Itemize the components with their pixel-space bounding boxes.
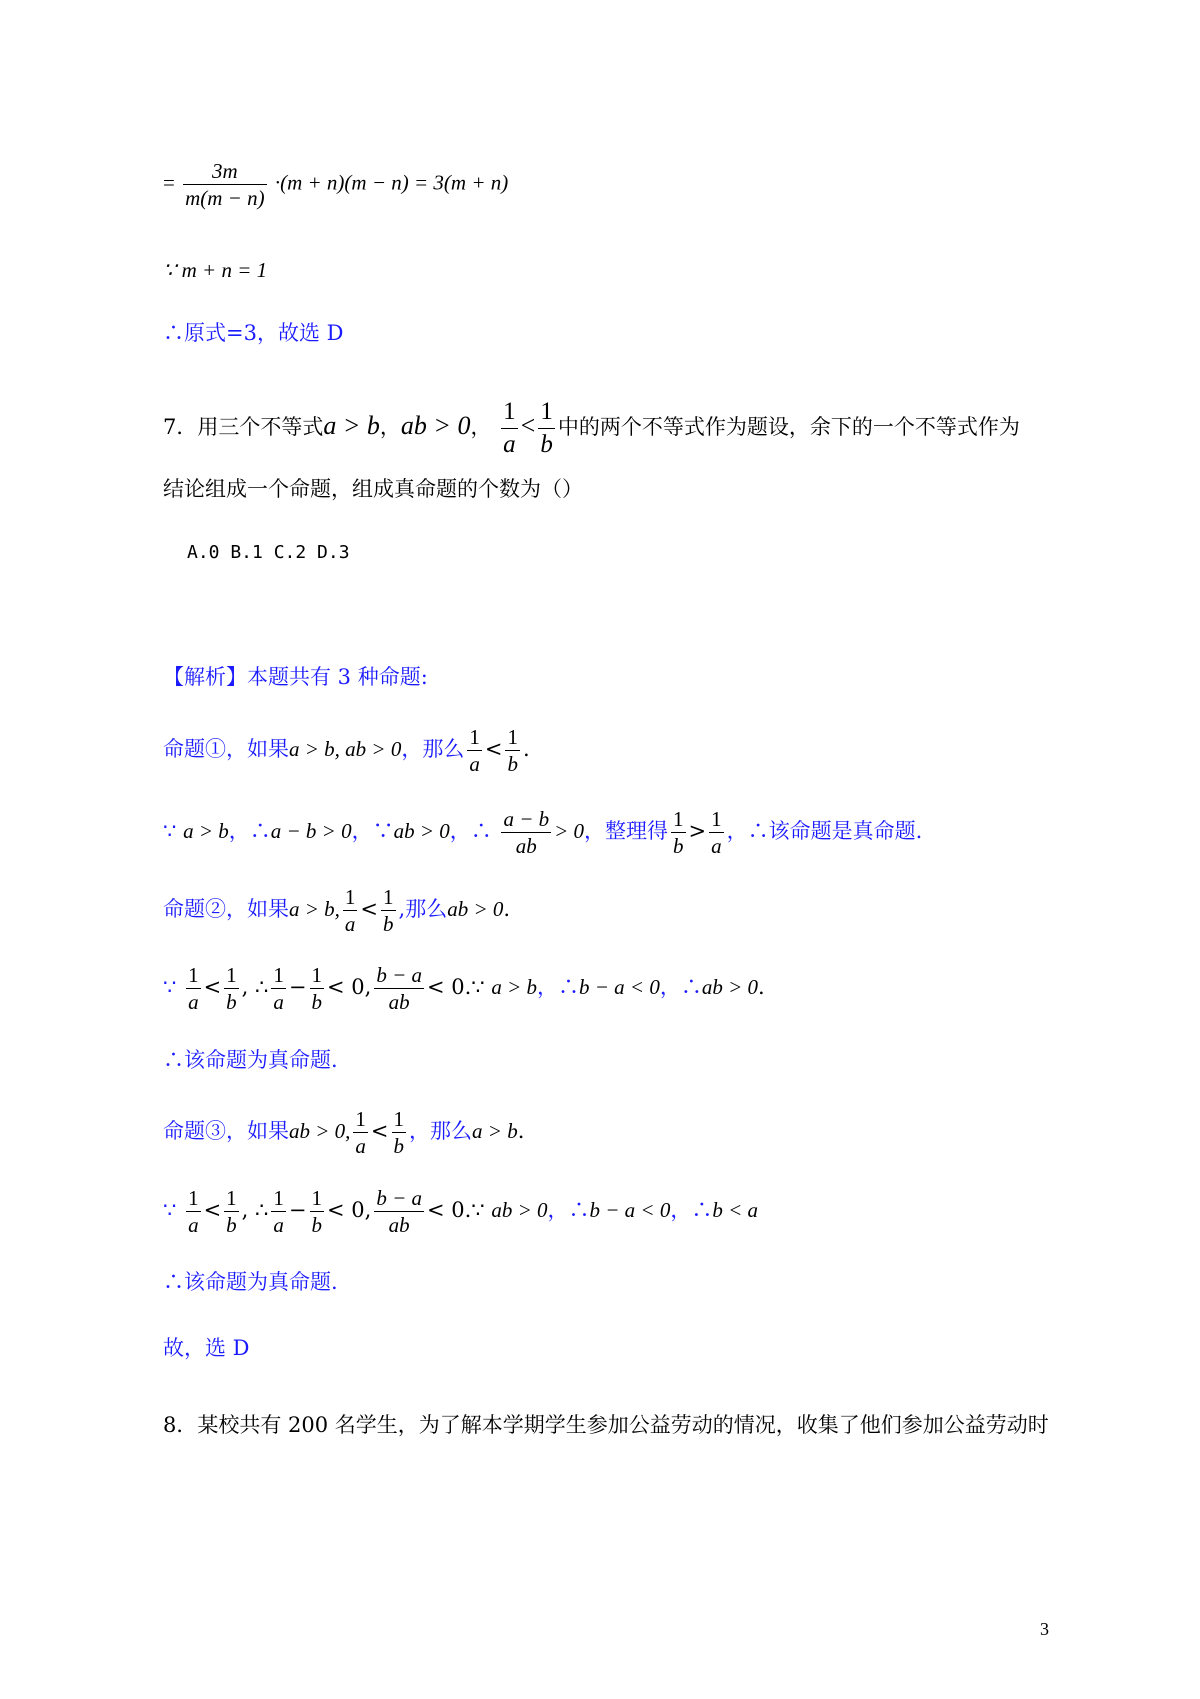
fraction: [186, 962, 201, 1015]
fraction-numerator: 1: [393, 1107, 405, 1131]
because-symbol: ∵: [163, 975, 177, 999]
therefore-symbol: ，∴: [537, 975, 580, 999]
fraction-denominator: a: [188, 990, 199, 1014]
therefore-symbol: ，∴: [228, 819, 271, 843]
math-expr: a − b > 0: [270, 819, 352, 843]
fraction: [353, 1106, 368, 1159]
math-expr: a > b: [491, 975, 538, 999]
proposition-2-proof: [163, 962, 765, 1015]
proposition-3-proof: [163, 1185, 758, 1238]
then-word: ，那么: [401, 737, 465, 761]
fraction: [271, 1185, 286, 1238]
separator: ，: [379, 415, 401, 439]
derivation-result: ∴原式=3，故选 D: [163, 321, 344, 345]
question-8-line-1: 8．某校共有 200 名学生，为了解本学期学生参加公益劳动的情况，收集了他们参加公益劳动时: [163, 1413, 1049, 1437]
fraction-numerator: 1: [188, 963, 199, 987]
final-answer: 故，选 D: [163, 1336, 250, 1360]
fraction-denominator: b: [540, 431, 553, 458]
fraction-denominator: b: [393, 1134, 405, 1158]
fraction-denominator: a: [469, 752, 480, 776]
fraction: [186, 1185, 201, 1238]
fraction-numerator: 1: [538, 396, 555, 429]
question-lead: 用三个不等式: [197, 415, 324, 439]
fraction-numerator: 1: [226, 963, 237, 987]
inequality-3-right: [538, 396, 555, 461]
fraction-numerator: 1: [273, 963, 284, 987]
therefore-symbol: ，∴: [449, 819, 492, 843]
proposition-condition: a > b, ab > 0: [289, 737, 402, 761]
proposition-label: 命题③，如果: [163, 1119, 289, 1143]
proposition-2: [163, 884, 510, 937]
conclusion: ，∴该命题是真命题.: [726, 819, 923, 843]
question-7-options: A.0 B.1 C.2 D.3: [187, 542, 350, 563]
fraction-numerator: 1: [469, 725, 480, 749]
fraction: [310, 962, 325, 1015]
derivation-equation: [163, 158, 508, 211]
because-symbol: ∵: [163, 1198, 177, 1222]
because-symbol: ，∵: [351, 819, 394, 843]
because-line: ∵ m + n = 1: [163, 258, 268, 282]
fraction-denominator: ab: [515, 834, 537, 858]
therefore-symbol: , ∴: [241, 1198, 269, 1222]
fraction: [671, 806, 686, 859]
fraction-denominator: b: [226, 1213, 237, 1237]
solution-intro: 【解析】本题共有 3 种命题:: [163, 665, 428, 689]
minus-sign: −: [288, 975, 307, 999]
fraction-denominator: a: [711, 834, 722, 858]
question-number: 7．: [163, 415, 198, 439]
fraction-denominator: a: [188, 1213, 199, 1237]
then-word: ，那么: [409, 1119, 473, 1143]
fraction-denominator: b: [673, 834, 684, 858]
fraction: [374, 1185, 424, 1238]
fraction-numerator: 1: [383, 885, 394, 909]
then-word: ,那么: [398, 897, 448, 921]
greater-than: >: [688, 819, 707, 843]
fraction-denominator: a: [273, 1213, 284, 1237]
math-expr: < 0.∵: [426, 1198, 485, 1222]
less-than: <: [203, 975, 222, 999]
fraction: [224, 1185, 239, 1238]
therefore-symbol: , ∴: [241, 975, 269, 999]
minus-sign: −: [288, 1198, 307, 1222]
inequality-2: ab > 0: [400, 411, 471, 440]
less-than: <: [484, 737, 503, 761]
separator: ，: [470, 415, 492, 439]
fraction: [505, 724, 520, 777]
therefore-symbol: ，∴: [659, 975, 702, 999]
fraction-denominator: a: [503, 431, 516, 458]
fraction-denominator: a: [355, 1134, 366, 1158]
math-expr: ab > 0: [701, 975, 759, 999]
fraction-denominator: a: [344, 912, 356, 936]
math-expr: < 0.∵: [426, 975, 485, 999]
fraction-numerator: 1: [273, 1186, 284, 1210]
fraction-denominator: b: [226, 990, 237, 1014]
proposition-conclusion: a > b: [472, 1119, 518, 1143]
fraction-denominator: ab: [388, 990, 410, 1014]
fraction: [501, 806, 551, 859]
question-7-line-2: 结论组成一个命题，组成真命题的个数为（）: [163, 477, 583, 501]
fraction-denominator: m(m − n): [185, 186, 265, 210]
fraction-denominator: b: [311, 990, 322, 1014]
fraction: [374, 962, 424, 1015]
period: .: [503, 897, 511, 921]
proposition-label: 命题②，如果: [163, 897, 289, 921]
derivation-fraction: [183, 158, 267, 211]
derivation-rest: ·(m + n)(m − n) = 3(m + n): [274, 170, 509, 195]
proposition-1: [163, 724, 530, 777]
proposition-1-proof: [163, 806, 922, 859]
fraction: [709, 806, 724, 859]
question-7-line-1: [163, 396, 1020, 461]
math-expr: b − a < 0: [579, 975, 660, 999]
fraction-numerator: 1: [226, 1186, 237, 1210]
inequality-1: a > b: [323, 411, 380, 440]
therefore-symbol: ，∴: [670, 1198, 713, 1222]
fraction-numerator: 1: [355, 1107, 366, 1131]
fraction: [310, 1185, 325, 1238]
therefore-symbol: ，∴: [547, 1198, 590, 1222]
period: .: [758, 975, 765, 999]
proposition-conclusion: ab > 0: [447, 897, 504, 921]
fraction-denominator: a: [273, 990, 284, 1014]
fraction: [392, 1106, 407, 1159]
fraction-numerator: 1: [311, 963, 322, 987]
fraction-numerator: 3m: [183, 158, 267, 185]
fraction-denominator: b: [383, 912, 394, 936]
fraction-numerator: b − a: [376, 963, 422, 987]
period: .: [517, 1119, 525, 1143]
math-expr: b < a: [712, 1198, 759, 1222]
fraction-denominator: ab: [388, 1213, 410, 1237]
fraction-numerator: 1: [673, 807, 684, 831]
math-expr: ab > 0: [491, 1198, 548, 1222]
fraction-numerator: 1: [711, 807, 722, 831]
proposition-condition: ab > 0,: [289, 1119, 351, 1143]
proposition-label: 命题①，如果: [163, 737, 289, 761]
because-symbol: ∵: [163, 819, 177, 843]
fraction-numerator: 1: [501, 396, 518, 429]
proposition-condition: a > b,: [289, 897, 340, 921]
period: .: [522, 737, 530, 761]
fraction: [224, 962, 239, 1015]
fraction-numerator: 1: [344, 885, 356, 909]
fraction-numerator: 1: [188, 1186, 199, 1210]
math-expr: < 0,: [327, 1198, 372, 1222]
fraction: [343, 884, 358, 937]
proposition-2-result: ∴该命题为真命题.: [163, 1048, 338, 1072]
question-tail: 中的两个不等式作为题设，余下的一个不等式作为: [557, 415, 1020, 439]
less-than: <: [370, 1119, 389, 1143]
math-expr: a > b: [183, 819, 229, 843]
proposition-3-result: ∴该命题为真命题.: [163, 1270, 338, 1294]
less-than: <: [360, 897, 379, 921]
fraction-numerator: 1: [311, 1186, 322, 1210]
rearrange-word: ，整理得: [584, 819, 669, 843]
fraction: [381, 884, 396, 937]
fraction-numerator: 1: [507, 725, 518, 749]
fraction-denominator: b: [507, 752, 518, 776]
inequality-3-left: [501, 396, 518, 461]
fraction: [271, 962, 286, 1015]
math-expr: b − a < 0: [589, 1198, 671, 1222]
less-than: <: [203, 1198, 222, 1222]
math-expr: < 0,: [327, 975, 372, 999]
math-expr: ab > 0: [393, 819, 450, 843]
page-number: 3: [1040, 1619, 1049, 1639]
fraction: [467, 724, 482, 777]
less-than: <: [520, 411, 536, 440]
fraction-numerator: b − a: [376, 1186, 422, 1210]
proposition-3: [163, 1106, 524, 1159]
equals-sign: =: [163, 170, 175, 195]
fraction-numerator: a − b: [503, 807, 550, 831]
math-expr: > 0: [554, 819, 585, 843]
fraction-denominator: b: [311, 1213, 322, 1237]
